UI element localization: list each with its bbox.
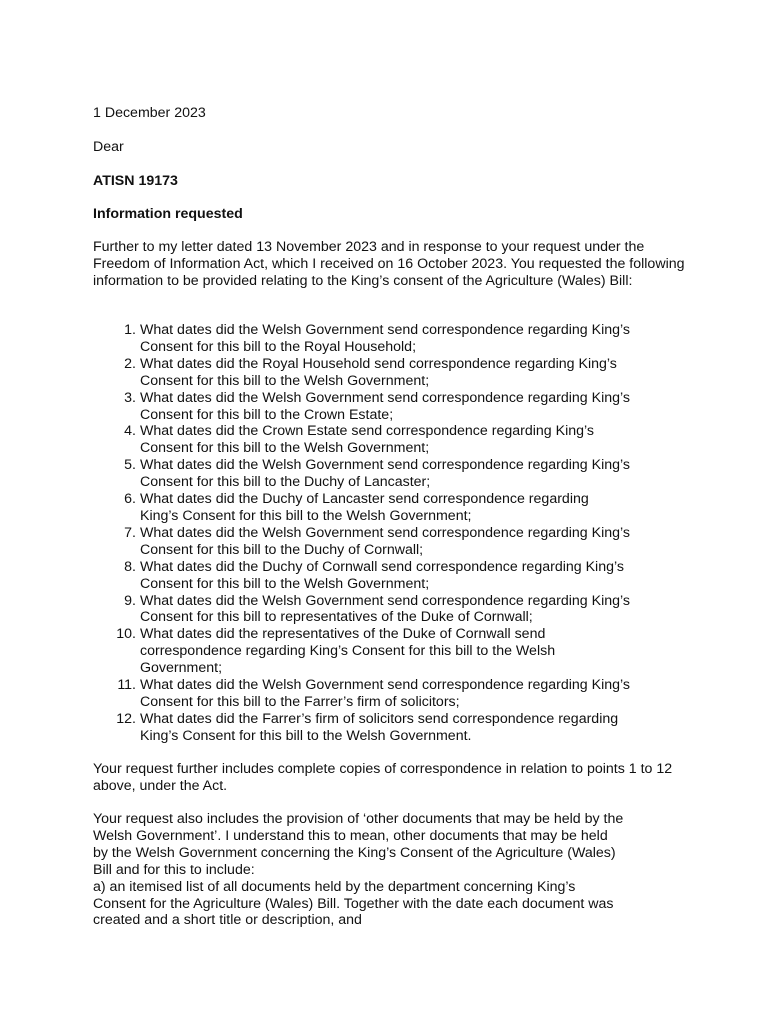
request-number: 12. — [116, 710, 136, 727]
request-text-line: What dates did the Farrer’s firm of solicitors send correspondence regarding — [140, 710, 619, 727]
request-number: 6. — [124, 491, 136, 508]
request-item — [93, 711, 693, 745]
also-paragraph — [93, 811, 693, 929]
request-text-line: What dates did the Duchy of Cornwall send correspondence regarding King’s — [140, 558, 624, 575]
also-paragraph-line: a) an itemised list of all documents held by the department concerning King’s — [93, 878, 576, 895]
request-number: 3. — [124, 389, 136, 406]
request-text-line: What dates did the Duchy of Lancaster send correspondence regarding — [140, 491, 589, 508]
request-item — [93, 390, 693, 424]
request-number: 1. — [124, 322, 136, 338]
also-paragraph-line: created and a short title or description, and — [93, 912, 362, 929]
request-text-line: King’s Consent for this bill to the Welsh Government. — [140, 727, 472, 744]
request-item — [93, 423, 693, 457]
also-paragraph-line: Your request also includes the provision of ‘other documents that may be held by the — [93, 811, 624, 827]
request-text-line: What dates did the Welsh Government send correspondence regarding King’s — [140, 322, 631, 338]
request-text-line: Consent for this bill to the Duchy of Cornwall; — [140, 541, 424, 558]
request-item — [93, 457, 693, 491]
request-text-line: Consent for this bill to the Welsh Government; — [140, 575, 430, 592]
request-text-line: Consent for this bill to the Welsh Government; — [140, 372, 430, 389]
intro-paragraph: Further to my letter dated 13 November 2023 and in response to your request under the Freedom of Information Act, which I received on 16 October 2023. You requested the following information to be provided relating to the King’s consent of the Agriculture (Wales) Bill: — [93, 239, 685, 289]
also-paragraph-line: Bill and for this to include: — [93, 861, 255, 878]
reference-number: ATISN 19173 — [93, 173, 178, 189]
request-item — [93, 322, 693, 356]
request-number: 10. — [116, 626, 136, 643]
request-text-line: What dates did the Welsh Government send correspondence regarding King’s — [140, 677, 631, 694]
request-number: 7. — [124, 524, 136, 541]
also-paragraph-line: Consent for the Agriculture (Wales) Bill. Together with the date each document was — [93, 895, 614, 912]
letter-date: 1 December 2023 — [93, 105, 206, 121]
request-text-line: What dates did the Welsh Government send correspondence regarding King’s — [140, 524, 631, 541]
request-number: 11. — [117, 677, 136, 694]
request-text-line: What dates did the Welsh Government send correspondence regarding King’s — [140, 592, 631, 609]
request-text-line: What dates did the Royal Household send correspondence regarding King’s — [140, 355, 617, 372]
request-item — [93, 356, 693, 390]
request-text-line: What dates did the Welsh Government send correspondence regarding King’s — [140, 389, 631, 406]
request-text-line: Consent for this bill to the Crown Estate; — [140, 406, 394, 423]
request-text-line: Consent for this bill to the Duchy of Lancaster; — [140, 474, 431, 491]
request-number: 2. — [124, 355, 136, 372]
section-heading: Information requested — [93, 206, 243, 222]
request-text-line: Consent for this bill to the Royal Household; — [140, 338, 417, 355]
request-number: 5. — [124, 457, 136, 474]
request-item — [93, 491, 693, 525]
salutation: Dear — [93, 139, 124, 155]
request-number: 4. — [124, 423, 136, 440]
also-paragraph-line: Welsh Government’. I understand this to mean, other documents that may be held — [93, 827, 608, 844]
also-paragraph-line: by the Welsh Government concerning the King’s Consent of the Agriculture (Wales) — [93, 844, 616, 861]
request-text-line: Government; — [140, 660, 223, 677]
request-text-line: What dates did the representatives of the Duke of Cornwall send — [140, 626, 546, 643]
further-paragraph: Your request further includes complete copies of correspondence in relation to points 1 to 12 above, under the Act. — [93, 761, 673, 794]
request-item — [93, 559, 693, 593]
request-number: 8. — [124, 558, 136, 575]
request-text-line: Consent for this bill to representatives of the Duke of Cornwall; — [140, 609, 533, 626]
request-list — [93, 322, 693, 745]
request-text-line: What dates did the Welsh Government send correspondence regarding King’s — [140, 457, 631, 474]
request-item — [93, 677, 693, 711]
request-text-line: Consent for this bill to the Farrer’s firm of solicitors; — [140, 693, 460, 710]
request-text-line: Consent for this bill to the Welsh Government; — [140, 440, 430, 457]
request-number: 9. — [124, 592, 136, 609]
request-text-line: King’s Consent for this bill to the Welsh Government; — [140, 507, 472, 524]
request-item — [93, 525, 693, 559]
request-text-line: What dates did the Crown Estate send correspondence regarding King’s — [140, 423, 595, 440]
request-text-line: correspondence regarding King’s Consent for this bill to the Welsh — [140, 643, 556, 660]
request-item — [93, 593, 693, 627]
request-item — [93, 626, 693, 677]
